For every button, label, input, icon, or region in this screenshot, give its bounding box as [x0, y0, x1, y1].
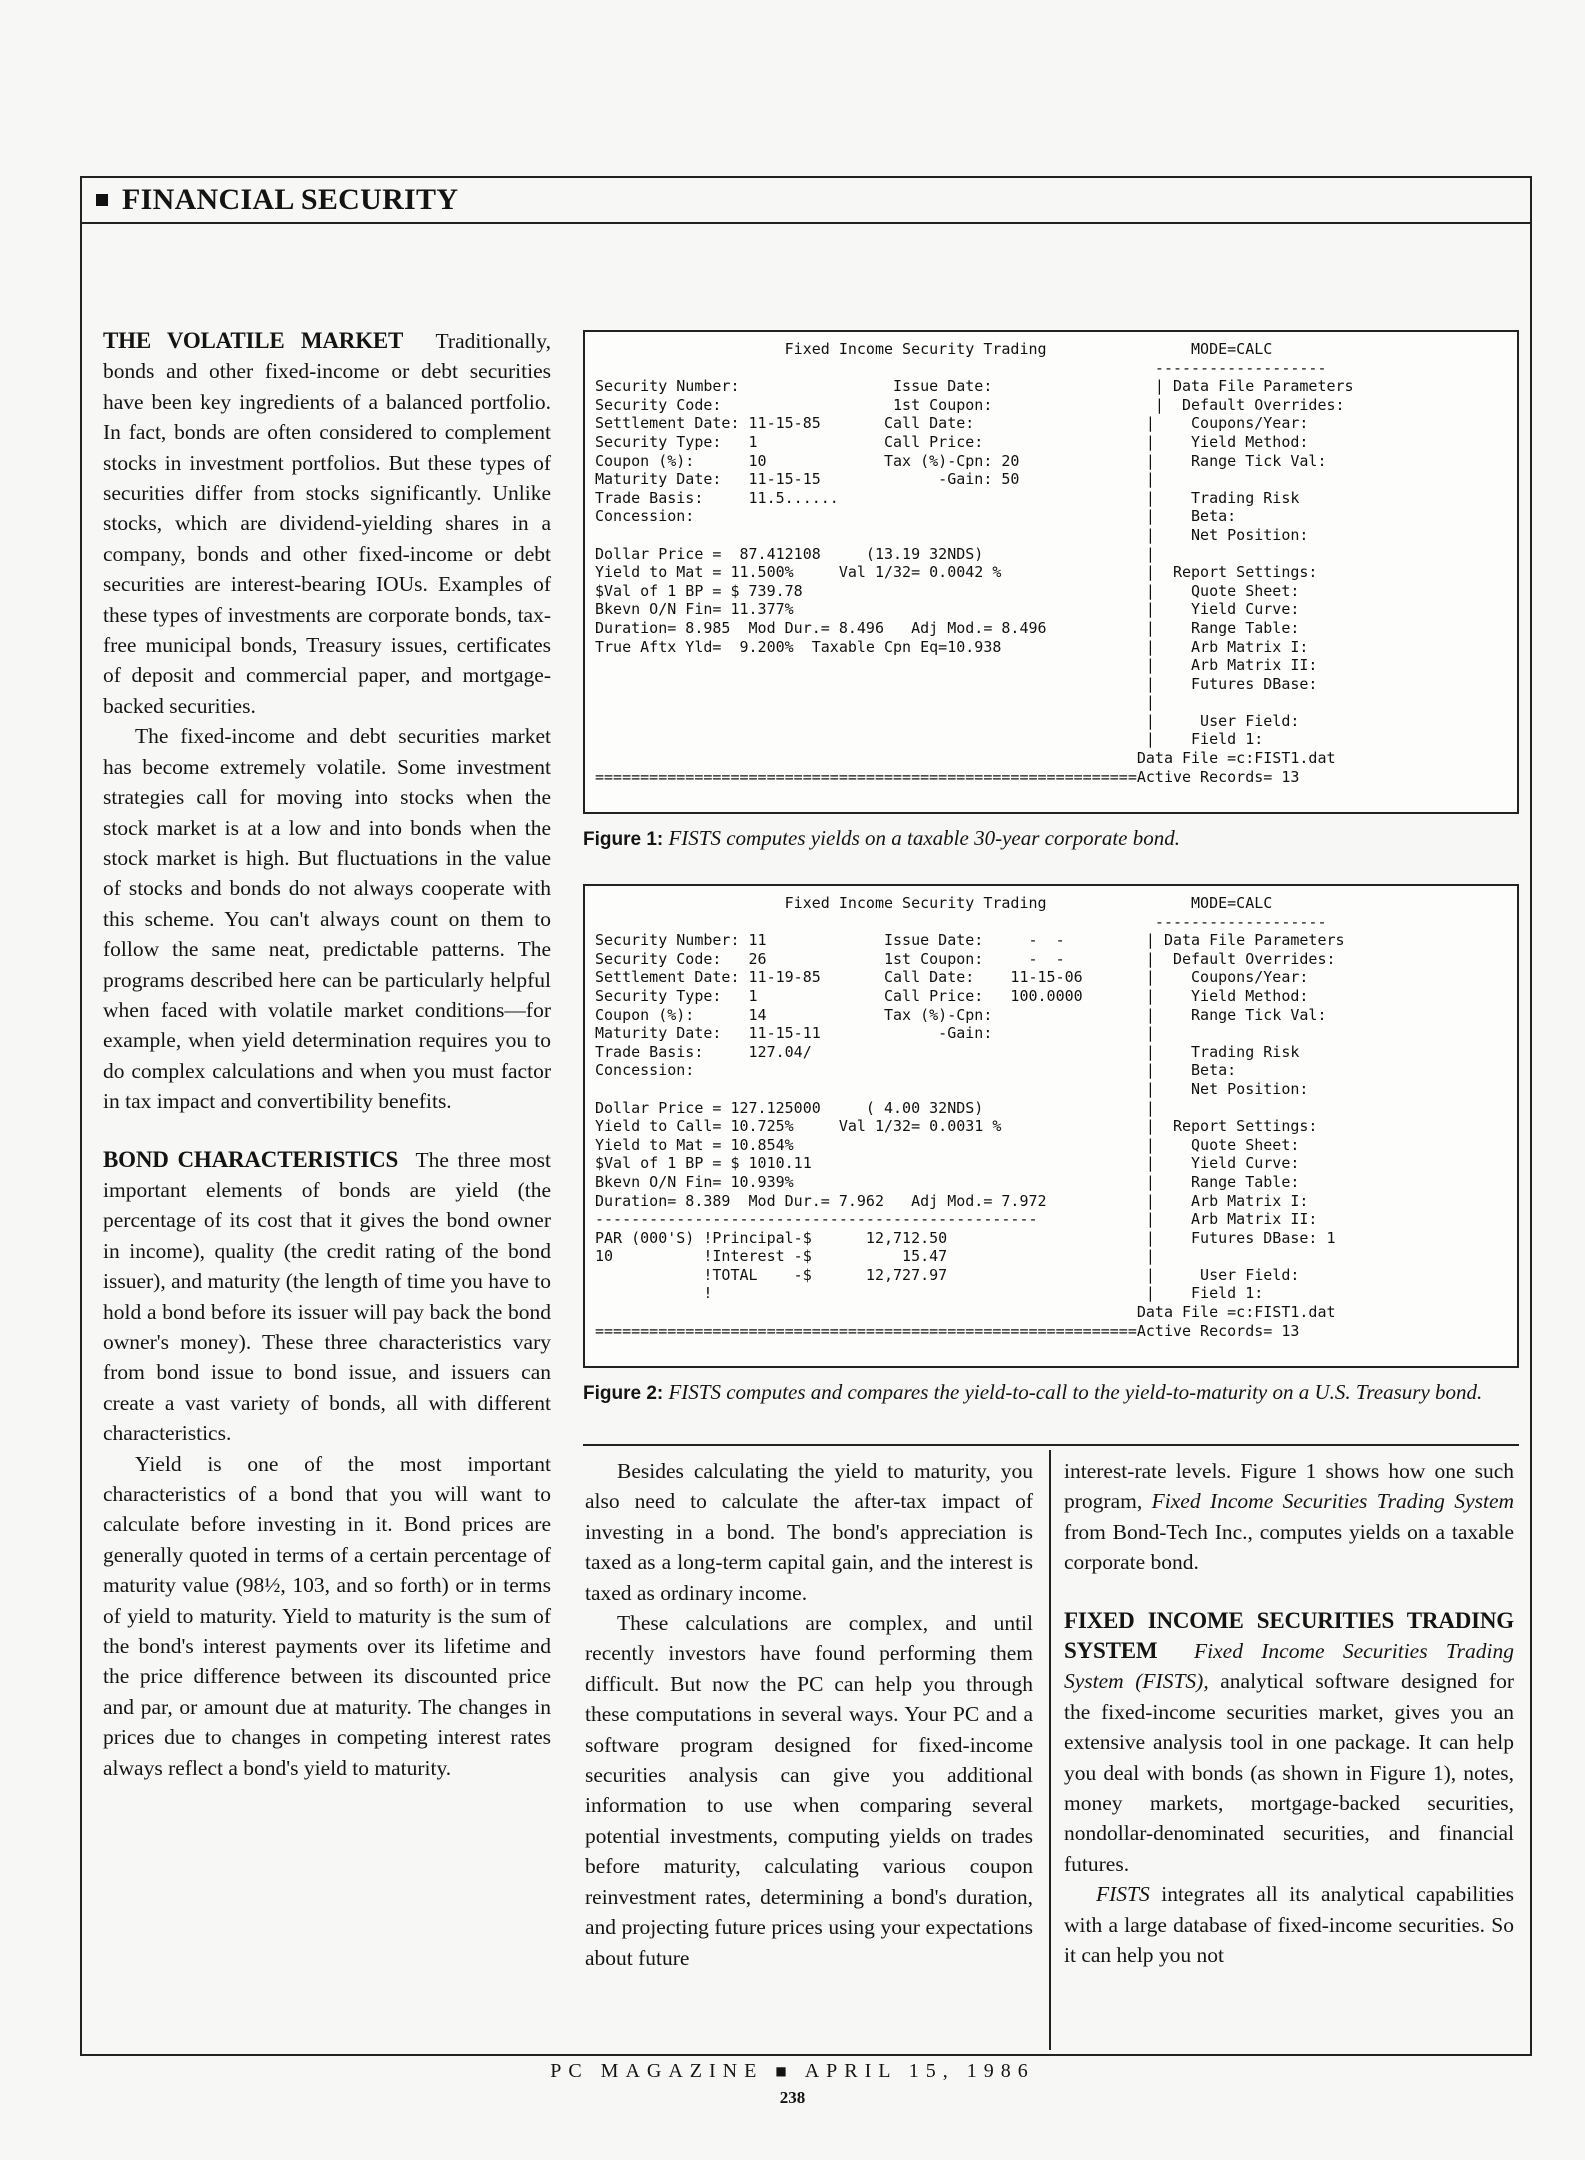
paragraph: interest-rate levels. Figure 1 shows how one such program, [1064, 1459, 1514, 1514]
terminal-screen [595, 894, 1507, 1358]
screen-line: Maturity Date: 11-15-15 -Gain: 50 | [595, 470, 1155, 489]
paragraph: from Bond-Tech Inc., computes yields on a taxable corporate bond. [1064, 1519, 1514, 1575]
screen-line: !TOTAL -$ 12,727.97 | User Field: [595, 1265, 1300, 1284]
screen-line: Security Number: Issue Date: | Data File Parameters [595, 377, 1354, 396]
paragraph: These calculations are complex, and until recently investors have found performing them difficult. But now the PC can help you through these computations in several ways. Your PC and a software program designed for fixed-income securities analysis can give you additional information to use when comparing several potential investments, computing yields on trades before maturity, calculating various coupon reinvestment rates, determining a bond's duration, and projecting future prices using your expectations about future [585, 1611, 1033, 1970]
screen-line: Data File =c:FIST1.dat [595, 749, 1336, 768]
screen-line: Security Number: 11 Issue Date: - - | Data File Parameters [595, 931, 1345, 950]
program-name: FISTS [1096, 1882, 1150, 1907]
screen-line: | Futures DBase: [595, 674, 1318, 693]
screen-line: Duration= 8.389 Mod Dur.= 7.962 Adj Mod.= 7.972 | Arb Matrix I: [595, 1191, 1309, 1210]
screen-line: Security Type: 1 Call Price: 100.0000 | Yield Method: [595, 986, 1309, 1005]
paragraph: integrates all its analytical capabilities with a large database of fixed-income securities. So it can help you not [1064, 1882, 1514, 1968]
screen-line: | Net Position: [595, 525, 1309, 544]
screen-line: Data File =c:FIST1.dat [595, 1303, 1336, 1322]
screen-line: Dollar Price = 87.412108 (13.19 32NDS) | [595, 544, 1155, 563]
screen-line: Security Type: 1 Call Price: | Yield Method: [595, 432, 1309, 451]
figure-2-caption [583, 1378, 1523, 1408]
program-name: Fixed Income Securities Trading System [1151, 1489, 1515, 1514]
screen-line: Fixed Income Security Trading MODE=CALC [595, 894, 1273, 912]
page-footer [0, 2060, 1585, 2083]
screen-line: $Val of 1 BP = $ 739.78 | Quote Sheet: [595, 581, 1300, 600]
screen-line: Bkevn O/N Fin= 10.939% | Range Table: [595, 1172, 1300, 1191]
column-1 [103, 326, 551, 1783]
terminal-screen [595, 340, 1507, 804]
column-2 [585, 1456, 1033, 1973]
divider [583, 1444, 1519, 1446]
paragraph: Besides calculating the yield to maturity, you also need to calculate the after-tax impact of investing in a bond. The bond's appreciation is taxed as a long-term capital gain, and the interest is taxed as ordinary income. [585, 1459, 1033, 1605]
screen-line: | Arb Matrix II: [595, 656, 1318, 675]
screen-line: 10 !Interest -$ 15.47 | [595, 1247, 1155, 1266]
screen-line: True Aftx Yld= 9.200% Taxable Cpn Eq=10.938 | Arb Matrix I: [595, 637, 1309, 656]
caption-label: Figure 2: [583, 1383, 664, 1404]
page-number: 238 [779, 2088, 806, 2107]
figure-2-screen [583, 884, 1519, 1368]
subhead-bond-characteristics: BOND CHARACTERISTICS [103, 1146, 399, 1172]
issue-date: APRIL 15, 1986 [804, 2060, 1035, 2082]
screen-line: Fixed Income Security Trading MODE=CALC [595, 340, 1273, 358]
paragraph: Traditionally, bonds and other fixed-income or debt securities have been key ingredients of a balanced portfolio. In fact, bonds are often considered to complement stocks in investment portfolios. But these types of securities differ from stocks significantly. Unlike stocks, which are dividend-yielding shares in a company, bonds and other fixed-income or debt securities are interest-bearing IOUs. Examples of these types of investments are corporate bonds, tax-free municipal bonds, Treasury issues, certificates of deposit and commercial paper, and mortgage-backed securities. [103, 329, 551, 718]
paragraph: The fixed-income and debt securities market has become extremely volatile. Some investment strategies call for moving into stocks when the stock market is at a low and into bonds when the stock market is high. But fluctuations in the value of stocks and bonds do not always cooperate with this scheme. You can't always count on them to follow the same neat, predictable patterns. The programs described here can be particularly helpful when faced with volatile market conditions—for example, when yield determination requires you to do complex calculations and when you must factor in tax impact and convertibility benefits. [103, 724, 551, 1114]
screen-line: Settlement Date: 11-15-85 Call Date: | Coupons/Year: [595, 414, 1309, 433]
screen-line: Trade Basis: 127.04/ | Trading Risk [595, 1042, 1300, 1061]
screen-line: Duration= 8.985 Mod Dur.= 8.496 Adj Mod.= 8.496 | Range Table: [595, 618, 1300, 637]
screen-line: $Val of 1 BP = $ 1010.11 | Yield Curve: [595, 1154, 1300, 1173]
screen-line: Yield to Call= 10.725% Val 1/32= 0.0031 % | Report Settings: [595, 1117, 1318, 1136]
screen-line: Security Code: 1st Coupon: | Default Overrides: [595, 395, 1345, 414]
screen-line: Settlement Date: 11-19-85 Call Date: 11-15-06 | Coupons/Year: [595, 968, 1309, 987]
section-header [82, 178, 1530, 224]
screen-line: ============================================================Active Records= 13 [595, 767, 1300, 786]
screen-line: Concession: | Beta: [595, 1061, 1237, 1080]
program-name: Fixed Income Securities Trading System (FISTS), [1064, 1639, 1515, 1694]
screen-line: Security Code: 26 1st Coupon: - - | Default Overrides: [595, 949, 1336, 968]
figure-1-screen [583, 330, 1519, 814]
screen-line: Trade Basis: 11.5...... | Trading Risk [595, 488, 1300, 507]
screen-line: | Field 1: [595, 730, 1264, 749]
caption-text: FISTS computes yields on a taxable 30-year corporate bond. [668, 826, 1180, 850]
section-title: FINANCIAL SECURITY [122, 183, 459, 216]
magazine-name: PC MAGAZINE [550, 2060, 764, 2082]
paragraph: The three most important elements of bonds are yield (the percentage of its cost that it gives the bond owner in income), quality (the credit rating of the bond issuer), and maturity (the length of time you have to hold a bond before its issuer will pay back the bond owner's money). These three characteristics vary from bond issue to bond issue, and issuers can create a vast variety of bonds, all with different characteristics. [103, 1147, 551, 1446]
screen-line: | [595, 693, 1155, 712]
subhead-fists: FIXED INCOME SECURITIES TRADING SYSTEM [1064, 1607, 1514, 1664]
column-divider [1049, 1450, 1051, 2050]
screen-line: ============================================================Active Records= 13 [595, 1321, 1300, 1340]
screen-line: | User Field: [595, 711, 1300, 730]
screen-line: ------------------- [595, 912, 1327, 931]
screen-line: Yield to Mat = 10.854% | Quote Sheet: [595, 1135, 1300, 1154]
figure-1-caption [583, 824, 1523, 854]
square-bullet-icon [96, 194, 108, 206]
column-3 [1064, 1456, 1514, 1971]
screen-line: ------------------------------------------------- | Arb Matrix II: [595, 1210, 1318, 1229]
screen-line: Coupon (%): 10 Tax (%)-Cpn: 20 | Range Tick Val: [595, 451, 1327, 470]
screen-line: ------------------- [595, 358, 1327, 377]
screen-line: | Net Position: [595, 1079, 1309, 1098]
screen-line: Yield to Mat = 11.500% Val 1/32= 0.0042 % | Report Settings: [595, 563, 1318, 582]
caption-text: FISTS computes and compares the yield-to-call to the yield-to-maturity on a U.S. Treasury bond. [668, 1380, 1483, 1404]
paragraph: Yield is one of the most important characteristics of a bond that you will want to calculate before investing in it. Bond prices are generally quoted in terms of a certain percentage of maturity value (98½, 103, and so forth) or in terms of yield to maturity. Yield to maturity is the sum of the bond's interest payments over its lifetime and the price difference between its discounted price and par, or amount due at maturity. The changes in prices due to changes in competing interest rates always reflect a bond's yield to maturity. [103, 1451, 551, 1780]
screen-line: ! | Field 1: [595, 1284, 1264, 1303]
subhead-volatile-market: THE VOLATILE MARKET [103, 328, 404, 353]
screen-line: Concession: | Beta: [595, 507, 1237, 526]
caption-label: Figure 1: [583, 829, 664, 850]
paragraph: analytical software designed for the fixed-income securities market, gives you an extensive analysis tool in one package. It can help you deal with bonds (as shown in Figure 1), notes, money markets, mortgage-backed securities, nondollar-denominated securities, and financial futures. [1064, 1669, 1514, 1876]
screen-line: Maturity Date: 11-15-11 -Gain: | [595, 1024, 1155, 1043]
screen-line: Coupon (%): 14 Tax (%)-Cpn: | Range Tick Val: [595, 1005, 1327, 1024]
screen-line: Bkevn O/N Fin= 11.377% | Yield Curve: [595, 600, 1300, 619]
square-bullet-icon: ■ [775, 2061, 794, 2083]
screen-line: PAR (000'S) !Principal-$ 12,712.50 | Futures DBase: 1 [595, 1228, 1336, 1247]
screen-line: Dollar Price = 127.125000 ( 4.00 32NDS) | [595, 1098, 1155, 1117]
